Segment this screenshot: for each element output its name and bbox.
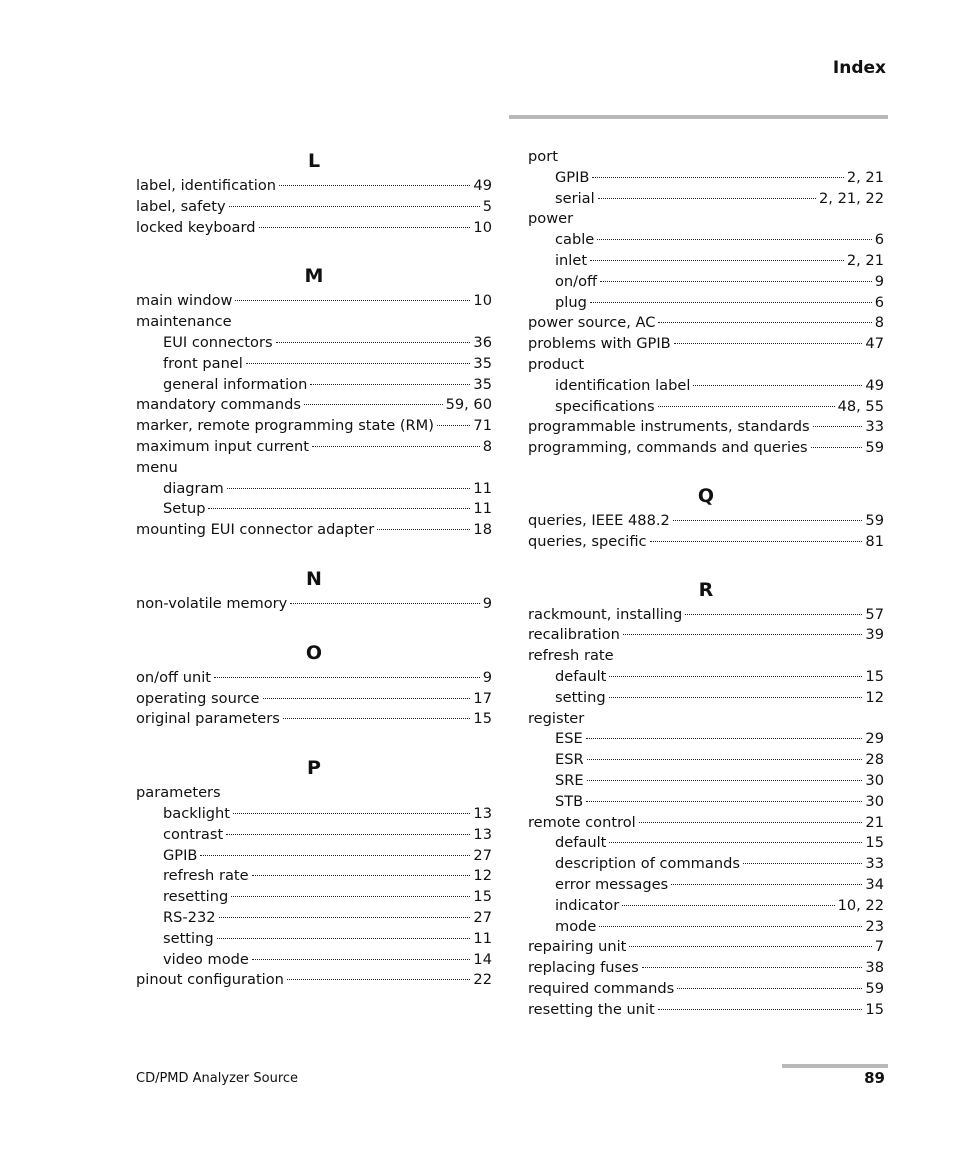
dot-leader	[658, 1009, 863, 1010]
index-entry	[528, 334, 884, 355]
dot-leader	[693, 385, 862, 386]
dot-leader	[587, 759, 863, 760]
index-entry	[136, 520, 492, 541]
index-entry	[136, 594, 492, 615]
entry-label: parameters	[136, 784, 221, 802]
entry-label: on/off	[555, 272, 598, 290]
entry-pages: 2, 21	[846, 251, 884, 269]
index-entry	[528, 147, 884, 168]
index-subentry	[528, 750, 884, 771]
index-section	[136, 147, 492, 238]
entry-pages: 2, 21	[846, 168, 884, 186]
index-entry	[136, 395, 492, 416]
entry-pages: 35	[473, 375, 492, 393]
index-entry	[136, 970, 492, 991]
entry-label: setting	[555, 688, 606, 706]
section-letter: M	[304, 265, 324, 288]
index-entry	[136, 416, 492, 437]
index-entry	[528, 313, 884, 334]
index-subentry	[528, 376, 884, 397]
section-letter: O	[305, 641, 323, 664]
entry-pages: 15	[865, 667, 884, 685]
dot-leader	[310, 384, 470, 385]
dot-leader	[623, 634, 863, 635]
index-entry	[136, 458, 492, 479]
entry-pages: 13	[473, 804, 492, 822]
index-subentry	[136, 950, 492, 971]
entry-label: marker, remote programming state (RM)	[136, 417, 434, 435]
section-letter: Q	[697, 484, 715, 507]
index-column-left	[136, 147, 492, 991]
entry-pages: 30	[865, 792, 884, 810]
index-entry	[136, 437, 492, 458]
dot-leader	[219, 917, 471, 918]
entry-label: front panel	[163, 354, 243, 372]
entry-pages: 15	[865, 1000, 884, 1018]
footer-rule	[782, 1064, 888, 1068]
dot-leader	[287, 979, 471, 980]
entry-pages: 18	[473, 521, 492, 539]
dot-leader	[233, 813, 470, 814]
dot-leader	[600, 281, 872, 282]
index-section	[136, 565, 492, 615]
index-subentry	[528, 792, 884, 813]
index-subentry	[528, 272, 884, 293]
dot-leader	[437, 425, 470, 426]
entry-pages: 38	[865, 959, 884, 977]
entry-pages: 49	[865, 376, 884, 394]
entry-label: locked keyboard	[136, 218, 256, 236]
entry-label: maintenance	[136, 313, 232, 331]
entry-pages: 39	[865, 626, 884, 644]
dot-leader	[200, 855, 470, 856]
dot-leader	[586, 738, 863, 739]
index-section	[136, 262, 492, 541]
dot-leader	[304, 404, 443, 405]
index-entry	[528, 355, 884, 376]
entry-label: Setup	[163, 500, 206, 518]
entry-label: EUI connectors	[163, 333, 273, 351]
entry-pages: 7	[874, 938, 884, 956]
dot-leader	[214, 677, 480, 678]
entry-pages: 12	[473, 867, 492, 885]
entry-label: backlight	[163, 804, 231, 822]
entry-label: specifications	[555, 397, 655, 415]
section-letter: L	[307, 150, 321, 172]
dot-leader	[642, 967, 863, 968]
index-entry	[136, 291, 492, 312]
entry-pages: 49	[473, 177, 492, 194]
entry-label: indicator	[555, 896, 620, 914]
footer-doc-title: CD/PMD Analyzer Source	[136, 1071, 299, 1086]
dot-leader	[587, 780, 863, 781]
entry-label: contrast	[163, 825, 224, 843]
dot-leader	[622, 905, 834, 906]
entry-label: power	[528, 210, 574, 228]
dot-leader	[590, 260, 844, 261]
entry-label: menu	[136, 458, 178, 476]
index-entry	[528, 438, 884, 459]
dot-leader	[377, 529, 470, 530]
dot-leader	[276, 342, 471, 343]
dot-leader	[283, 718, 471, 719]
entry-pages: 6	[874, 293, 884, 311]
index-entry	[136, 709, 492, 730]
entry-label: resetting	[163, 888, 229, 906]
entry-pages: 29	[865, 730, 884, 748]
entry-label: error messages	[555, 875, 669, 893]
entry-label: problems with GPIB	[528, 335, 671, 353]
entry-pages: 2, 21, 22	[819, 189, 884, 207]
index-subentry	[528, 168, 884, 189]
entry-label: plug	[555, 293, 587, 311]
dot-leader	[231, 896, 470, 897]
index-entry	[136, 312, 492, 333]
entry-pages: 59, 60	[445, 396, 492, 414]
index-entry	[528, 605, 884, 626]
entry-pages: 9	[482, 594, 492, 612]
entry-pages: 35	[473, 354, 492, 372]
dot-leader	[597, 239, 871, 240]
index-subentry	[528, 667, 884, 688]
dot-leader	[650, 541, 863, 542]
dot-leader	[658, 406, 835, 407]
index-entry	[528, 511, 884, 532]
dot-leader	[312, 446, 480, 447]
entry-label: mode	[555, 917, 597, 935]
entry-label: setting	[163, 929, 214, 947]
entry-label: programmable instruments, standards	[528, 418, 810, 436]
entry-label: serial	[555, 189, 595, 207]
dot-leader	[235, 300, 470, 301]
entry-pages: 10, 22	[837, 896, 884, 914]
entry-label: default	[555, 834, 607, 852]
entry-pages: 15	[865, 834, 884, 852]
entry-label: RS-232	[163, 908, 216, 926]
entry-label: refresh rate	[528, 647, 614, 665]
index-subentry	[136, 887, 492, 908]
index-entry	[136, 689, 492, 710]
entry-pages: 22	[473, 971, 492, 989]
section-letter: P	[307, 757, 321, 780]
index-subentry	[136, 804, 492, 825]
entry-pages: 10	[473, 292, 492, 310]
index-subentry	[136, 479, 492, 500]
index-subentry	[528, 397, 884, 418]
dot-leader	[246, 363, 471, 364]
entry-label: default	[555, 667, 607, 685]
entry-pages: 10	[473, 218, 492, 236]
entry-label: pinout configuration	[136, 971, 284, 989]
entry-label: rackmount, installing	[528, 605, 683, 623]
dot-leader	[586, 801, 862, 802]
index-subentry	[136, 333, 492, 354]
entry-pages: 8	[482, 437, 492, 455]
entry-label: diagram	[163, 479, 224, 497]
entry-pages: 15	[473, 888, 492, 906]
index-entry	[528, 958, 884, 979]
entry-label: remote control	[528, 813, 636, 831]
entry-label: label, safety	[136, 197, 226, 215]
entry-pages: 12	[865, 688, 884, 706]
entry-label: general information	[163, 375, 308, 393]
index-subentry	[528, 875, 884, 896]
entry-pages: 59	[865, 439, 884, 457]
dot-leader	[290, 603, 479, 604]
index-section	[528, 482, 884, 553]
index-subentry	[528, 771, 884, 792]
entry-pages: 48, 55	[837, 397, 884, 415]
dot-leader	[813, 426, 863, 427]
index-section	[136, 754, 492, 991]
index-entry	[136, 218, 492, 239]
index-section	[528, 576, 884, 1021]
index-entry	[528, 417, 884, 438]
index-subentry	[528, 917, 884, 938]
entry-pages: 59	[865, 511, 884, 529]
section-letter: N	[306, 567, 322, 590]
entry-pages: 15	[473, 710, 492, 728]
entry-label: operating source	[136, 689, 260, 707]
section-letter: R	[698, 578, 714, 601]
dot-leader	[743, 863, 862, 864]
index-section	[528, 147, 884, 459]
index-entry	[528, 979, 884, 1000]
entry-label: register	[528, 709, 585, 727]
entry-label: mounting EUI connector adapter	[136, 521, 375, 539]
entry-label: label, identification	[136, 177, 277, 194]
index-subentry	[136, 908, 492, 929]
dot-leader	[658, 322, 871, 323]
entry-label: STB	[555, 792, 584, 810]
index-entry	[528, 1000, 884, 1021]
entry-pages: 28	[865, 751, 884, 769]
entry-label: original parameters	[136, 710, 280, 728]
entry-label: resetting the unit	[528, 1000, 655, 1018]
entry-pages: 47	[865, 335, 884, 353]
entry-pages: 81	[865, 532, 884, 550]
entry-pages: 8	[874, 314, 884, 332]
dot-leader	[252, 875, 471, 876]
dot-leader	[599, 926, 862, 927]
dot-leader	[279, 185, 470, 186]
entry-label: repairing unit	[528, 938, 627, 956]
entry-pages: 33	[865, 855, 884, 873]
index-subentry	[528, 854, 884, 875]
entry-pages: 9	[482, 668, 492, 686]
entry-pages: 9	[874, 272, 884, 290]
dot-leader	[629, 946, 871, 947]
entry-label: product	[528, 355, 585, 373]
entry-pages: 27	[473, 908, 492, 926]
index-subentry	[528, 293, 884, 314]
entry-label: GPIB	[555, 168, 590, 186]
index-entry	[136, 197, 492, 218]
dot-leader	[639, 822, 863, 823]
index-entry	[528, 209, 884, 230]
entry-pages: 34	[865, 875, 884, 893]
index-entry	[528, 646, 884, 667]
index-subentry	[136, 375, 492, 396]
index-entry	[528, 709, 884, 730]
index-entry	[528, 937, 884, 958]
index-entry	[528, 625, 884, 646]
dot-leader	[598, 198, 816, 199]
entry-pages: 23	[865, 917, 884, 935]
entry-label: GPIB	[163, 846, 198, 864]
index-column-right	[528, 147, 884, 1020]
dot-leader	[263, 698, 471, 699]
dot-leader	[208, 508, 470, 509]
entry-label: maximum input current	[136, 437, 309, 455]
entry-label: ESE	[555, 730, 583, 748]
index-subentry	[528, 251, 884, 272]
entry-pages: 36	[473, 333, 492, 351]
entry-label: cable	[555, 231, 595, 249]
entry-label: description of commands	[555, 855, 740, 873]
index-subentry	[136, 354, 492, 375]
entry-label: inlet	[555, 251, 588, 269]
entry-pages: 11	[473, 479, 492, 497]
entry-pages: 30	[865, 771, 884, 789]
index-subentry	[136, 866, 492, 887]
dot-leader	[609, 697, 863, 698]
index-section	[136, 639, 492, 730]
entry-pages: 17	[473, 689, 492, 707]
entry-pages: 5	[482, 197, 492, 215]
index-entry	[528, 813, 884, 834]
index-entry	[136, 176, 492, 197]
index-subentry	[528, 189, 884, 210]
dot-leader	[685, 614, 862, 615]
dot-leader	[259, 227, 471, 228]
dot-leader	[229, 206, 480, 207]
entry-pages: 27	[473, 846, 492, 864]
footer-page-number: 89	[864, 1069, 885, 1087]
index-entry	[136, 668, 492, 689]
entry-pages: 14	[473, 950, 492, 968]
entry-label: video mode	[163, 950, 249, 968]
entry-label: port	[528, 148, 558, 165]
index-subentry	[136, 929, 492, 950]
entry-label: mandatory commands	[136, 396, 301, 414]
page-header-title: Index	[832, 58, 886, 78]
entry-pages: 11	[473, 500, 492, 518]
entry-pages: 6	[874, 231, 884, 249]
dot-leader	[609, 842, 862, 843]
entry-label: identification label	[555, 376, 691, 394]
entry-pages: 33	[865, 418, 884, 436]
entry-label: programming, commands and queries	[528, 439, 808, 457]
entry-label: queries, IEEE 488.2	[528, 511, 670, 529]
header-rule	[509, 115, 888, 119]
dot-leader	[227, 488, 471, 489]
entry-label: on/off unit	[136, 668, 211, 686]
entry-label: main window	[136, 292, 233, 310]
entry-label: required commands	[528, 979, 675, 997]
index-subentry	[528, 729, 884, 750]
index-subentry	[528, 230, 884, 251]
index-subentry	[528, 688, 884, 709]
entry-pages: 59	[865, 979, 884, 997]
entry-pages: 11	[473, 929, 492, 947]
dot-leader	[217, 938, 471, 939]
entry-pages: 57	[865, 605, 884, 623]
dot-leader	[674, 343, 863, 344]
entry-label: refresh rate	[163, 867, 249, 885]
dot-leader	[590, 302, 872, 303]
entry-label: power source, AC	[528, 314, 656, 332]
entry-label: ESR	[555, 751, 584, 769]
dot-leader	[671, 884, 862, 885]
dot-leader	[677, 988, 862, 989]
entry-pages: 71	[473, 417, 492, 435]
entry-label: recalibration	[528, 626, 620, 644]
index-subentry	[136, 846, 492, 867]
dot-leader	[811, 447, 863, 448]
index-subentry	[136, 499, 492, 520]
dot-leader	[252, 959, 471, 960]
dot-leader	[592, 177, 843, 178]
entry-label: queries, specific	[528, 532, 647, 550]
entry-label: non-volatile memory	[136, 594, 288, 612]
dot-leader	[226, 834, 470, 835]
entry-label: replacing fuses	[528, 959, 639, 977]
index-entry	[528, 532, 884, 553]
index-entry	[136, 783, 492, 804]
entry-label: SRE	[555, 771, 584, 789]
dot-leader	[609, 676, 862, 677]
entry-pages: 13	[473, 825, 492, 843]
dot-leader	[673, 520, 863, 521]
index-subentry	[136, 825, 492, 846]
index-subentry	[528, 833, 884, 854]
entry-pages: 21	[865, 813, 884, 831]
index-subentry	[528, 896, 884, 917]
